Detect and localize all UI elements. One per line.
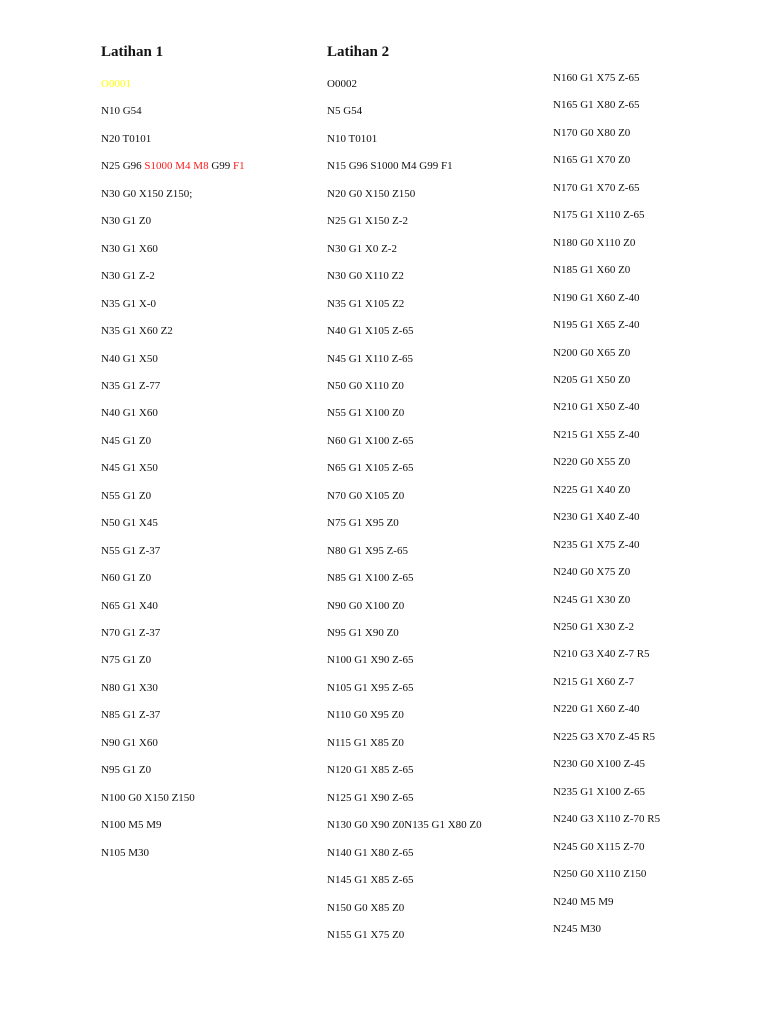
code-segment: N5 G54 xyxy=(327,105,363,118)
code-line xyxy=(553,346,630,360)
code-segment: N250 G1 X30 Z-2 xyxy=(553,621,634,633)
code-segment: N165 G1 X70 Z0 xyxy=(553,154,631,167)
code-line xyxy=(553,71,639,85)
code-segment: N35 G1 X60 Z2 xyxy=(101,325,173,338)
code-segment: N20 G0 X150 Z150 xyxy=(327,187,416,200)
code-segment: N80 G1 X95 Z-65 xyxy=(327,544,408,557)
code-line xyxy=(553,593,630,607)
code-segment: N10 G54 xyxy=(101,105,142,118)
code-line xyxy=(553,455,630,469)
code-segment: O0001 xyxy=(101,78,131,90)
code-line xyxy=(553,208,645,222)
code-line xyxy=(553,785,645,799)
code-segment: N245 G1 X30 Z0 xyxy=(553,593,631,606)
code-segment: N225 G1 X40 Z0 xyxy=(553,483,631,496)
code-segment: N215 G1 X60 Z-7 xyxy=(553,675,634,688)
code-line xyxy=(553,483,630,497)
code-segment: S1000 M4 M8 xyxy=(144,160,209,173)
code-line xyxy=(101,626,160,640)
code-segment: N160 G1 X75 Z-65 xyxy=(553,72,640,84)
code-segment: N220 G1 X60 Z-40 xyxy=(553,703,640,716)
code-line xyxy=(101,297,156,311)
code-line xyxy=(327,324,413,338)
code-line xyxy=(101,214,151,228)
code-segment: N240 G3 X110 Z-70 R5 xyxy=(553,813,661,826)
code-line xyxy=(327,763,413,777)
code-line xyxy=(101,736,158,750)
code-line xyxy=(553,400,639,414)
code-line xyxy=(101,791,195,805)
code-line xyxy=(327,873,413,887)
code-line xyxy=(101,269,155,283)
code-line xyxy=(327,708,404,722)
code-segment: N125 G1 X90 Z-65 xyxy=(327,791,414,804)
code-segment: N85 G1 Z-37 xyxy=(101,709,161,722)
code-segment: N60 G1 Z0 xyxy=(101,572,152,585)
code-line xyxy=(101,379,160,393)
code-segment: N230 G0 X100 Z-45 xyxy=(553,758,645,771)
code-segment: N105 M30 xyxy=(101,846,149,859)
code-line xyxy=(327,159,453,173)
code-line xyxy=(101,653,151,667)
code-line xyxy=(327,571,413,585)
code-segment: N225 G3 X70 Z-45 R5 xyxy=(553,730,656,743)
code-segment: N75 G1 Z0 xyxy=(101,654,152,667)
code-line xyxy=(553,812,660,826)
code-line xyxy=(101,571,151,585)
code-segment: N65 G1 X105 Z-65 xyxy=(327,462,414,475)
code-segment: N245 M30 xyxy=(553,922,601,935)
code-line xyxy=(101,516,158,530)
code-line xyxy=(553,867,646,881)
code-segment: N35 G1 Z-77 xyxy=(101,379,161,392)
code-segment: N55 G1 Z-37 xyxy=(101,544,161,557)
code-segment: N110 G0 X95 Z0 xyxy=(327,709,404,722)
code-segment: N30 G1 X0 Z-2 xyxy=(327,242,397,255)
code-segment: N25 G96 xyxy=(101,160,145,173)
code-line xyxy=(101,132,151,146)
code-segment: N165 G1 X80 Z-65 xyxy=(553,99,640,112)
code-line xyxy=(101,681,158,695)
code-line xyxy=(327,818,482,832)
code-segment: N30 G0 X150 Z150; xyxy=(101,187,193,200)
code-line xyxy=(101,846,149,860)
code-line xyxy=(553,565,630,579)
code-segment: N15 G96 S1000 M4 G99 F1 xyxy=(327,160,453,173)
code-line xyxy=(553,291,639,305)
code-segment: N100 M5 M9 xyxy=(101,819,162,832)
code-line xyxy=(101,324,173,338)
code-line xyxy=(327,352,413,366)
code-segment: N205 G1 X50 Z0 xyxy=(553,373,631,386)
code-segment: G99 xyxy=(208,160,234,173)
code-line xyxy=(553,153,630,167)
code-segment: N200 G0 X65 Z0 xyxy=(553,346,631,359)
code-line xyxy=(553,236,635,250)
code-line xyxy=(553,620,634,634)
code-segment: N240 G0 X75 Z0 xyxy=(553,566,631,579)
code-line xyxy=(327,901,404,915)
code-line xyxy=(553,181,639,195)
code-segment: N155 G1 X75 Z0 xyxy=(327,928,405,941)
code-line xyxy=(553,428,639,442)
code-line xyxy=(327,269,404,283)
code-segment: N30 G1 Z-2 xyxy=(101,270,155,283)
code-segment: N30 G1 Z0 xyxy=(101,215,152,228)
code-segment: N30 G0 X110 Z2 xyxy=(327,270,404,283)
code-line xyxy=(553,702,639,716)
code-line xyxy=(327,187,415,201)
code-line xyxy=(553,263,630,277)
code-line xyxy=(327,928,404,942)
code-line xyxy=(101,544,160,558)
code-segment: N185 G1 X60 Z0 xyxy=(553,264,631,277)
code-segment: N195 G1 X65 Z-40 xyxy=(553,319,640,332)
code-segment: N30 G1 X60 xyxy=(101,242,158,255)
code-segment: N75 G1 X95 Z0 xyxy=(327,517,399,530)
code-line xyxy=(327,544,408,558)
code-line xyxy=(553,840,645,854)
code-line xyxy=(553,538,639,552)
code-segment: N35 G1 X105 Z2 xyxy=(327,297,405,310)
code-line xyxy=(327,104,362,118)
code-segment: N240 M5 M9 xyxy=(553,895,614,908)
code-segment: N130 G0 X90 Z0N135 G1 X80 Z0 xyxy=(327,819,482,832)
code-line xyxy=(553,318,639,332)
section-title: Latihan 1 xyxy=(101,44,164,60)
code-segment: N40 G1 X60 xyxy=(101,407,158,420)
code-segment: N65 G1 X40 xyxy=(101,599,158,612)
code-segment: N175 G1 X110 Z-65 xyxy=(553,209,645,222)
code-line xyxy=(101,77,131,91)
code-segment: N180 G0 X110 Z0 xyxy=(553,236,636,249)
code-line xyxy=(553,98,639,112)
code-segment: N50 G0 X110 Z0 xyxy=(327,379,404,392)
code-segment: N100 G0 X150 Z150 xyxy=(101,791,195,804)
code-segment: N45 G1 Z0 xyxy=(101,434,152,447)
code-segment: N210 G1 X50 Z-40 xyxy=(553,401,640,414)
code-line xyxy=(101,763,151,777)
code-line xyxy=(553,675,634,689)
code-segment: N90 G1 X60 xyxy=(101,736,158,749)
code-segment: N85 G1 X100 Z-65 xyxy=(327,572,414,585)
code-segment: O0002 xyxy=(327,78,357,90)
code-segment: N105 G1 X95 Z-65 xyxy=(327,681,414,694)
code-segment: N40 G1 X50 xyxy=(101,352,158,365)
code-line xyxy=(327,489,404,503)
code-segment: N40 G1 X105 Z-65 xyxy=(327,325,414,338)
code-line xyxy=(101,708,160,722)
code-line xyxy=(553,730,655,744)
code-line xyxy=(101,104,142,118)
code-segment: N120 G1 X85 Z-65 xyxy=(327,764,414,777)
code-line xyxy=(327,406,404,420)
code-segment: N60 G1 X100 Z-65 xyxy=(327,434,414,447)
code-line xyxy=(101,159,245,173)
code-line xyxy=(327,516,399,530)
code-segment: N70 G1 Z-37 xyxy=(101,627,161,639)
code-segment: N95 G1 Z0 xyxy=(101,764,152,777)
code-segment: N115 G1 X85 Z0 xyxy=(327,736,404,749)
code-line xyxy=(327,132,377,146)
code-line xyxy=(327,297,404,311)
code-line xyxy=(101,434,151,448)
code-line xyxy=(101,187,192,201)
code-segment: N245 G0 X115 Z-70 xyxy=(553,840,645,853)
code-segment: N55 G1 Z0 xyxy=(101,489,152,502)
code-line xyxy=(327,434,413,448)
code-line xyxy=(553,647,650,661)
code-segment: N35 G1 X-0 xyxy=(101,297,156,310)
code-segment: N100 G1 X90 Z-65 xyxy=(327,654,414,667)
code-segment: N210 G3 X40 Z-7 R5 xyxy=(553,648,650,661)
code-segment: N250 G0 X110 Z150 xyxy=(553,868,647,881)
code-segment: N20 T0101 xyxy=(101,132,152,145)
code-line xyxy=(101,818,162,832)
code-line xyxy=(327,791,413,805)
code-segment: N90 G0 X100 Z0 xyxy=(327,599,405,612)
code-line xyxy=(327,736,404,750)
code-segment: N145 G1 X85 Z-65 xyxy=(327,874,414,887)
code-line xyxy=(327,379,404,393)
code-segment: N25 G1 X150 Z-2 xyxy=(327,215,408,228)
section-title: Latihan 2 xyxy=(327,44,390,60)
code-segment: F1 xyxy=(233,160,245,173)
code-line xyxy=(327,461,413,475)
code-segment: N150 G0 X85 Z0 xyxy=(327,901,405,914)
code-segment: N70 G0 X105 Z0 xyxy=(327,489,405,502)
code-line xyxy=(101,352,158,366)
code-segment: N235 G1 X75 Z-40 xyxy=(553,538,640,551)
code-segment: N170 G0 X80 Z0 xyxy=(553,126,631,139)
code-line xyxy=(553,373,630,387)
code-line xyxy=(327,599,404,613)
code-line xyxy=(101,242,158,256)
code-segment: N230 G1 X40 Z-40 xyxy=(553,511,640,524)
code-segment: N50 G1 X45 xyxy=(101,517,158,530)
code-line xyxy=(101,461,158,475)
code-line xyxy=(101,489,151,503)
code-segment: N10 T0101 xyxy=(327,132,378,145)
code-segment: N140 G1 X80 Z-65 xyxy=(327,846,414,859)
code-line xyxy=(553,922,601,936)
code-segment: N95 G1 X90 Z0 xyxy=(327,627,399,639)
code-line xyxy=(553,895,614,909)
code-segment: N220 G0 X55 Z0 xyxy=(553,456,631,469)
code-line xyxy=(101,406,158,420)
code-line xyxy=(101,599,158,613)
code-line xyxy=(553,126,630,140)
code-line xyxy=(327,846,413,860)
code-line xyxy=(327,242,397,256)
code-line xyxy=(327,681,413,695)
code-segment: N45 G1 X110 Z-65 xyxy=(327,352,414,365)
code-segment: N55 G1 X100 Z0 xyxy=(327,407,405,420)
code-line xyxy=(327,77,357,91)
code-segment: N235 G1 X100 Z-65 xyxy=(553,785,645,798)
code-segment: N80 G1 X30 xyxy=(101,681,158,694)
code-line xyxy=(553,757,645,771)
code-line xyxy=(327,626,399,640)
code-segment: N190 G1 X60 Z-40 xyxy=(553,291,640,304)
code-line xyxy=(553,510,639,524)
code-segment: N45 G1 X50 xyxy=(101,462,158,475)
code-line xyxy=(327,214,408,228)
code-line xyxy=(327,653,413,667)
code-segment: N215 G1 X55 Z-40 xyxy=(553,428,640,441)
code-segment: N170 G1 X70 Z-65 xyxy=(553,181,640,194)
